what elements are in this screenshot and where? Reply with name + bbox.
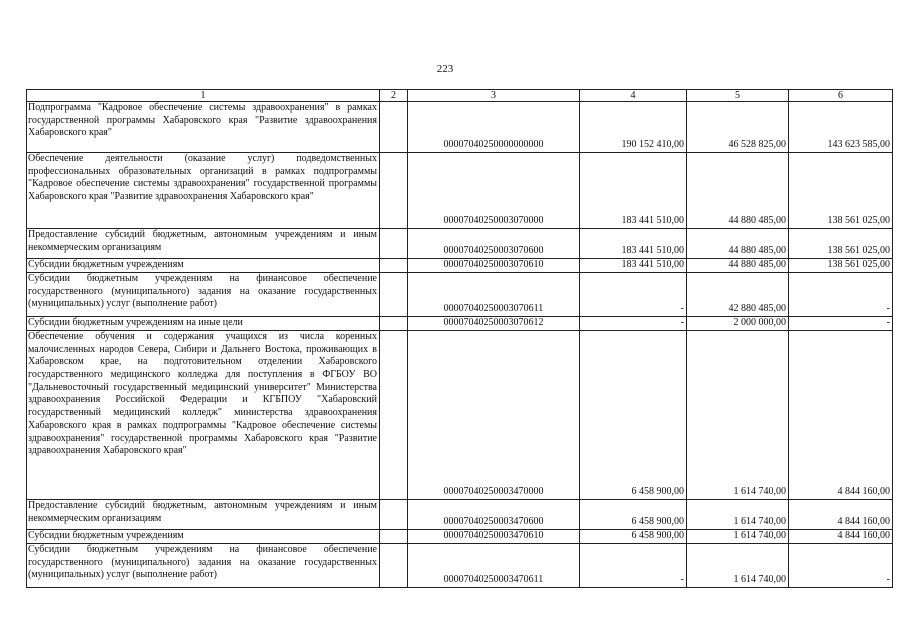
table-row (27, 229, 893, 259)
header-col-5: 5 (687, 90, 789, 102)
row-name: Обеспечение деятельности (оказание услуг) подведомственных профессиональных образовательных организаций в рамках подпрограммы "Кадровое обеспечение системы здравоохранения" государственной программы Хабаровского края "Развитие здравоохранения Хабаровского края" (27, 153, 380, 229)
row-value-6: 138 561 025,00 (789, 229, 893, 259)
row-value-5: 1 614 740,00 (687, 530, 789, 544)
row-value-5: 1 614 740,00 (687, 331, 789, 500)
budget-table (26, 89, 893, 588)
row-name: Субсидии бюджетным учреждениям на финансовое обеспечение государственного (муниципального) задания на оказание государственных (муниципальных) услуг (выполнение работ) (27, 544, 380, 588)
header-row (27, 90, 893, 102)
row-col2 (380, 317, 408, 331)
row-value-5: 42 880 485,00 (687, 273, 789, 317)
header-col-6: 6 (789, 90, 893, 102)
table-row (27, 273, 893, 317)
table-row (27, 317, 893, 331)
table-header (27, 90, 893, 102)
table-body (27, 102, 893, 588)
row-value-6: 138 561 025,00 (789, 153, 893, 229)
row-code: 00007040250003070000 (408, 153, 580, 229)
row-value-5: 44 880 485,00 (687, 229, 789, 259)
header-col-2: 2 (380, 90, 408, 102)
page-number: 223 (436, 63, 454, 75)
row-code: 00007040250003070610 (408, 259, 580, 273)
row-name: Предоставление субсидий бюджетным, автономным учреждениям и иным некоммерческим организациям (27, 229, 380, 259)
row-value-6: 4 844 160,00 (789, 530, 893, 544)
row-name: Субсидии бюджетным учреждениям (27, 530, 380, 544)
table-row (27, 102, 893, 153)
row-name: Предоставление субсидий бюджетным, автономным учреждениям и иным некоммерческим организациям (27, 500, 380, 530)
row-col2 (380, 331, 408, 500)
row-name: Субсидии бюджетным учреждениям на иные цели (27, 317, 380, 331)
row-value-6: - (789, 273, 893, 317)
row-value-6: 138 561 025,00 (789, 259, 893, 273)
row-code: 00007040250003470600 (408, 500, 580, 530)
row-value-4: - (580, 544, 687, 588)
row-value-4: 6 458 900,00 (580, 530, 687, 544)
row-code: 00007040250003470610 (408, 530, 580, 544)
row-value-4: 6 458 900,00 (580, 500, 687, 530)
row-value-4: 183 441 510,00 (580, 229, 687, 259)
row-name: Субсидии бюджетным учреждениям на финансовое обеспечение государственного (муниципального) задания на оказание государственных (муниципальных) услуг (выполнение работ) (27, 273, 380, 317)
row-name: Обеспечение обучения и содержания учащихся из числа коренных малочисленных народов Севера, Сибири и Дальнего Востока, проживающих в Хабаровском крае, на подготовительном отделении Хабаровского государственного медицинского колледжа для поступления в ФГБОУ ВО "Дальневосточный государственный медицинский университет" Министерства здравоохранения Российской Федерации и КГБПОУ "Хабаровский государственный медицинский колледж" министерства здравоохранения Хабаровского края в рамках подпрограммы "Кадровое обеспечение системы здравоохранения" государственной программы Хабаровского края "Развитие здравоохранения Хабаровского края" (27, 331, 380, 500)
row-name: Подпрограмма "Кадровое обеспечение системы здравоохранения" в рамках государственной программы Хабаровского края "Развитие здравоохранения Хабаровского края" (27, 102, 380, 153)
table-row (27, 153, 893, 229)
row-value-5: 44 880 485,00 (687, 259, 789, 273)
row-value-4: - (580, 317, 687, 331)
row-value-4: 183 441 510,00 (580, 153, 687, 229)
row-col2 (380, 102, 408, 153)
row-value-6: - (789, 544, 893, 588)
row-value-6: 4 844 160,00 (789, 500, 893, 530)
row-col2 (380, 530, 408, 544)
row-value-5: 44 880 485,00 (687, 153, 789, 229)
row-value-5: 1 614 740,00 (687, 500, 789, 530)
row-col2 (380, 259, 408, 273)
row-code: 00007040250003070612 (408, 317, 580, 331)
table-row (27, 544, 893, 588)
row-code: 00007040250003470000 (408, 331, 580, 500)
row-value-4: 6 458 900,00 (580, 331, 687, 500)
row-col2 (380, 500, 408, 530)
row-value-6: 4 844 160,00 (789, 331, 893, 500)
row-code: 00007040250003470611 (408, 544, 580, 588)
row-code: 00007040250003070611 (408, 273, 580, 317)
row-code: 00007040250003070600 (408, 229, 580, 259)
row-col2 (380, 229, 408, 259)
row-value-5: 2 000 000,00 (687, 317, 789, 331)
row-col2 (380, 153, 408, 229)
row-value-6: - (789, 317, 893, 331)
row-value-6: 143 623 585,00 (789, 102, 893, 153)
table-row (27, 259, 893, 273)
header-col-1: 1 (27, 90, 380, 102)
header-col-3: 3 (408, 90, 580, 102)
row-value-5: 1 614 740,00 (687, 544, 789, 588)
row-col2 (380, 544, 408, 588)
row-value-4: - (580, 273, 687, 317)
row-value-5: 46 528 825,00 (687, 102, 789, 153)
row-col2 (380, 273, 408, 317)
row-code: 00007040250000000000 (408, 102, 580, 153)
row-name: Субсидии бюджетным учреждениям (27, 259, 380, 273)
row-value-4: 190 152 410,00 (580, 102, 687, 153)
row-value-4: 183 441 510,00 (580, 259, 687, 273)
table-row (27, 500, 893, 530)
table-row (27, 331, 893, 500)
header-col-4: 4 (580, 90, 687, 102)
table-row (27, 530, 893, 544)
